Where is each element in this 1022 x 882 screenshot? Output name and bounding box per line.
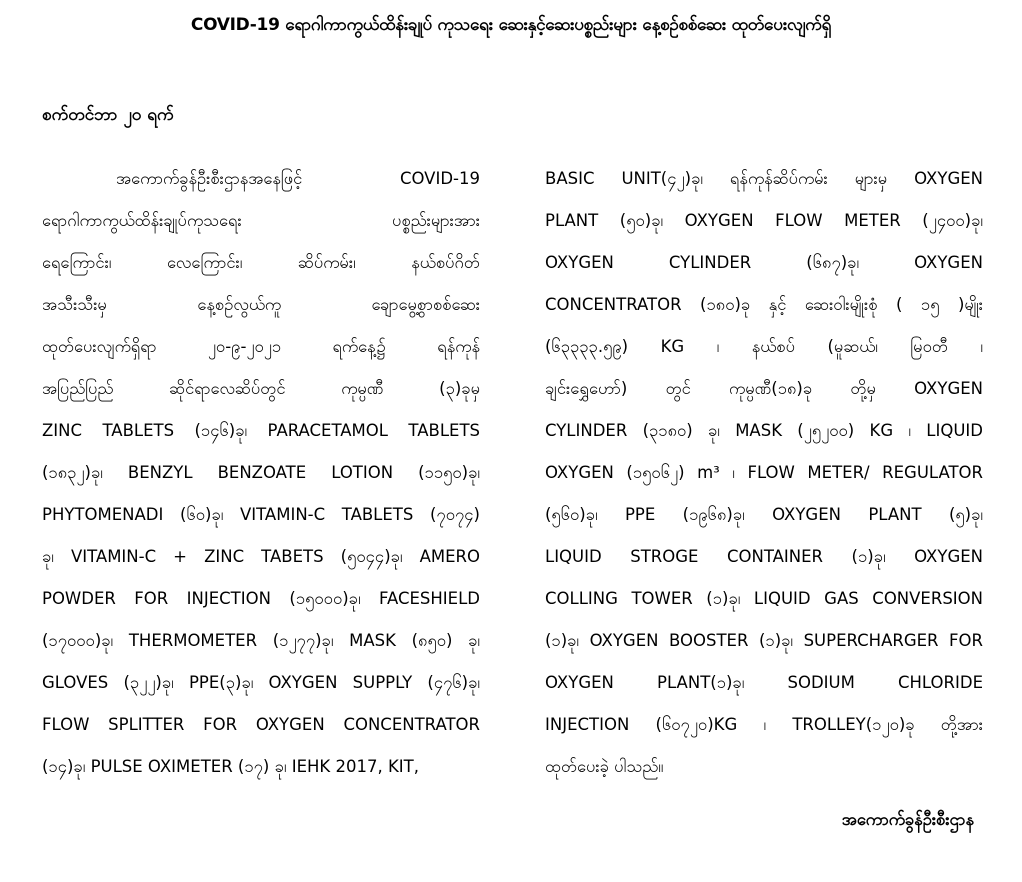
left-column-line: PHYTOMENADI (၆၀)ခု၊ VITAMIN-C TABLETS (၇၀၇၄) — [42, 505, 480, 524]
right-column-line: BASIC UNIT(၄၂)ခု၊ ရန်ကုန်ဆိပ်ကမ်း များမှ OXYGEN — [545, 169, 983, 188]
right-column-line: (၅၆၀)ခု၊ PPE (၁၉၆၈)ခု၊ OXYGEN PLANT (၅)ခု၊ — [545, 505, 983, 524]
right-column-line: CYLINDER (၃၁၈၀) ခု၊ MASK (၂၅၂၀၀) KG ၊ LIQUID — [545, 421, 983, 440]
right-column-line: LIQUID STROGE CONTAINER (၁)ခု၊ OXYGEN — [545, 547, 983, 566]
left-column-line: ခု၊ VITAMIN-C + ZINC TABETS (၅၀၄၄)ခု၊ AMERO — [42, 547, 480, 566]
left-column-line: ထုတ်ပေးလျက်ရှိရာ ၂၀-၉-၂၀၂၁ ရက်နေ့၌ ရန်ကုန် — [42, 337, 480, 356]
left-column-line: GLOVES (၃၂၂)ခု၊ PPE(၃)ခု၊ OXYGEN SUPPLY (၄၇၆)ခု၊ — [42, 673, 480, 692]
right-column-line: COLLING TOWER (၁)ခု၊ LIQUID GAS CONVERSION — [545, 589, 983, 608]
right-column-line: OXYGEN CYLINDER (၆၈၇)ခု၊ OXYGEN — [545, 253, 983, 272]
right-column-line: OXYGEN PLANT(၁)ခု၊ SODIUM CHLORIDE — [545, 673, 983, 692]
right-column-line: PLANT (၅၀)ခု၊ OXYGEN FLOW METER (၂၄၀၀)ခု၊ — [545, 211, 983, 230]
left-column-line: POWDER FOR INJECTION (၁၅၀၀၀)ခု၊ FACESHIELD — [42, 589, 480, 608]
right-column-line: (၁)ခု၊ OXYGEN BOOSTER (၁)ခု၊ SUPERCHARGER FOR — [545, 631, 983, 650]
document-date: စက်တင်ဘာ ၂၀ ရက် — [42, 105, 174, 125]
left-column-line: (၁၇၀၀၀)ခု၊ THERMOMETER (၁၂၇၇)ခု၊ MASK (၈၅၀) ခု၊ — [42, 631, 480, 650]
left-column-line: ရောဂါကာကွယ်ထိန်းချုပ်ကုသရေး ပစ္စည်းများအား — [42, 211, 480, 230]
left-column-line: အကောက်ခွန်ဦးစီးဌာနအနေဖြင့် COVID-19 — [116, 169, 480, 188]
right-column-line: CONCENTRATOR (၁၈၀)ခု နှင့် ဆေးဝါးမျိုးစုံ ( ၁၅ )မျိုး — [545, 295, 983, 314]
left-column-line: ZINC TABLETS (၁၄၆)ခု၊ PARACETAMOL TABLETS — [42, 421, 480, 440]
left-column-line: အပြည်ပြည် ဆိုင်ရာလေဆိပ်တွင် ကုမ္ပဏီ (၃)ခုမှ — [42, 379, 480, 398]
document-title: COVID-19 ရောဂါကာကွယ်ထိန်းချုပ် ကုသရေး ဆေးနှင့်ဆေးပစ္စည်းများ နေ့စဉ်စစ်ဆေး ထုတ်ပေးလျက်ရှိ — [190, 15, 832, 35]
left-text-column — [42, 158, 480, 788]
right-column-line: ချင်းရွှေဟော်) တွင် ကုမ္ပဏီ(၁၈)ခု တို့မှ OXYGEN — [545, 379, 983, 398]
right-text-column — [545, 158, 983, 788]
left-column-line: (၁၄)ခု၊ PULSE OXIMETER (၁၇) ခု၊ IEHK 2017, KIT, — [42, 757, 419, 776]
left-column-line: FLOW SPLITTER FOR OXYGEN CONCENTRATOR — [42, 715, 480, 734]
left-column-line: အသီးသီးမှ နေ့စဉ်လွယ်ကူ ချောမွေ့စွာစစ်ဆေး — [42, 295, 480, 314]
right-column-line: (၆၃၃၃၃.၅၉) KG ၊ နယ်စပ် (မူဆယ်၊ မြဝတီ ၊ — [545, 337, 983, 356]
left-column-line: ရေကြောင်း၊ လေကြောင်း၊ ဆိပ်ကမ်း၊ နယ်စပ်ဂိတ် — [42, 253, 480, 272]
signature-department: အကောက်ခွန်ဦးစီးဌာန — [841, 810, 974, 829]
right-column-line: OXYGEN (၁၅၀၆၂) m³ ၊ FLOW METER/ REGULATOR — [545, 463, 983, 482]
right-column-line: INJECTION (၆၀၇၂၀)KG ၊ TROLLEY(၁၂၀)ခု တို့အား — [545, 715, 983, 734]
left-column-line: (၁၈၃၂)ခု၊ BENZYL BENZOATE LOTION (၁၁၅၀)ခု၊ — [42, 463, 480, 482]
right-column-line: ထုတ်ပေးခဲ့ ပါသည်။ — [545, 757, 664, 776]
